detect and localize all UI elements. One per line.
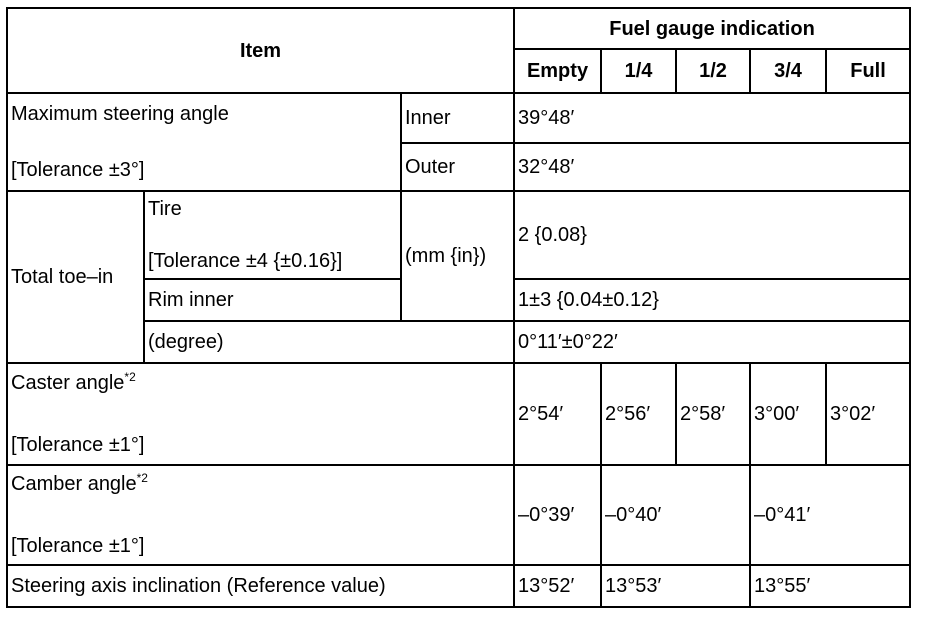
toe-in-label: Total toe–in [7, 191, 144, 363]
level-empty-header: Empty [514, 49, 601, 93]
rim-inner-label: Rim inner [144, 279, 401, 321]
tire-label-cell [144, 191, 401, 279]
caster-label: Caster angle [11, 372, 125, 394]
camber-note: *2 [136, 471, 148, 485]
steering-angle-label: Maximum steering angle [11, 103, 229, 125]
fuel-gauge-header: Fuel gauge indication [514, 8, 910, 49]
inclination-value-quarter-half: 13°53′ [601, 565, 750, 607]
inclination-value-empty: 13°52′ [514, 565, 601, 607]
level-half-header: 1/2 [676, 49, 750, 93]
caster-value-empty: 2°54′ [514, 363, 601, 465]
level-full-header: Full [826, 49, 910, 93]
camber-label: Camber angle [11, 473, 137, 495]
inclination-value-three-quarter-full: 13°55′ [750, 565, 910, 607]
steering-outer-value: 32°48′ [514, 143, 910, 191]
alignment-spec-table [6, 7, 911, 608]
item-header: Item [7, 8, 514, 93]
steering-inner-label: Inner [401, 93, 514, 143]
rim-inner-value: 1±3 {0.04±0.12} [514, 279, 910, 321]
toe-unit: (mm {in}) [401, 191, 514, 321]
steering-angle-tolerance: [Tolerance ±3°] [11, 159, 145, 181]
camber-label-cell [7, 465, 514, 565]
caster-note: *2 [124, 370, 136, 384]
camber-tolerance: [Tolerance ±1°] [11, 535, 145, 557]
caster-value-quarter: 2°56′ [601, 363, 676, 465]
toe-degree-label: (degree) [144, 321, 514, 363]
inclination-label: Steering axis inclination (Reference value) [7, 565, 514, 607]
caster-value-half: 2°58′ [676, 363, 750, 465]
caster-value-full: 3°02′ [826, 363, 910, 465]
camber-value-three-quarter-full: –0°41′ [750, 465, 910, 565]
camber-value-quarter-half: –0°40′ [601, 465, 750, 565]
steering-outer-label: Outer [401, 143, 514, 191]
steering-inner-value: 39°48′ [514, 93, 910, 143]
caster-label-cell [7, 363, 514, 465]
toe-degree-value: 0°11′±0°22′ [514, 321, 910, 363]
caster-tolerance: [Tolerance ±1°] [11, 434, 145, 456]
tire-value: 2 {0.08} [514, 191, 910, 279]
caster-value-three-quarter: 3°00′ [750, 363, 826, 465]
steering-angle-label-cell [7, 93, 401, 191]
level-quarter-header: 1/4 [601, 49, 676, 93]
tire-tolerance: [Tolerance ±4 {±0.16}] [148, 250, 343, 272]
camber-value-empty: –0°39′ [514, 465, 601, 565]
tire-label: Tire [148, 198, 182, 220]
level-three-quarter-header: 3/4 [750, 49, 826, 93]
